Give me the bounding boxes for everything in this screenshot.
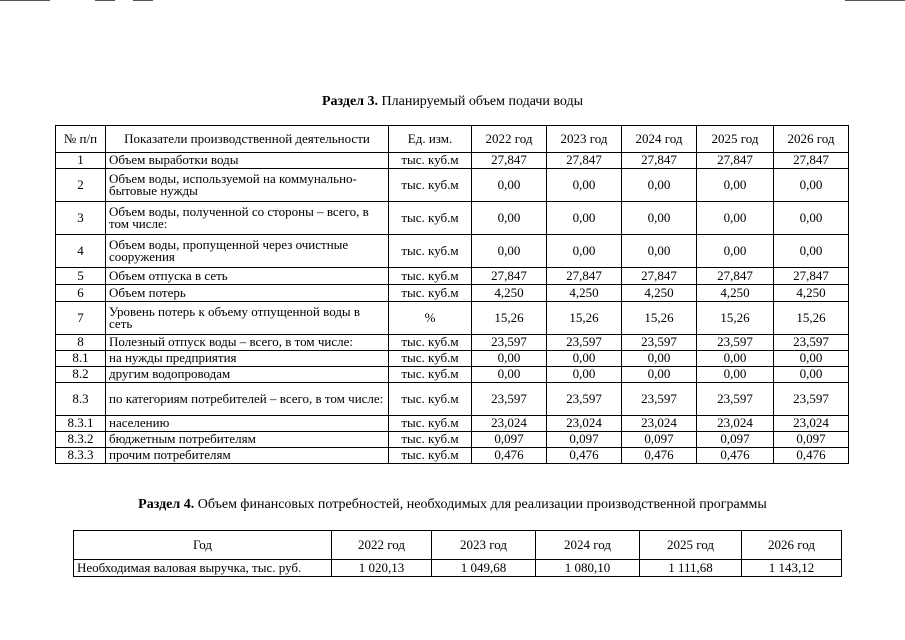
value-cell: 0,476 <box>547 448 622 464</box>
value-cell: 23,597 <box>622 383 697 416</box>
value-cell: 0,00 <box>622 351 697 367</box>
indicator-name: населению <box>106 416 389 432</box>
table-row <box>56 285 849 302</box>
unit-cell: тыс. куб.м <box>389 335 472 351</box>
table-row <box>56 335 849 351</box>
value-cell: 1 080,10 <box>536 560 640 577</box>
value-cell: 0,476 <box>622 448 697 464</box>
value-cell: 23,597 <box>774 383 849 416</box>
header-cell: Год <box>74 531 332 560</box>
row-number: 6 <box>56 285 106 302</box>
indicator-name: прочим потребителям <box>106 448 389 464</box>
value-cell: 15,26 <box>547 302 622 335</box>
value-cell: 23,024 <box>697 416 774 432</box>
value-cell: 0,476 <box>697 448 774 464</box>
value-cell: 0,00 <box>472 367 547 383</box>
value-cell: 0,00 <box>472 202 547 235</box>
value-cell: 0,00 <box>472 235 547 268</box>
unit-cell: тыс. куб.м <box>389 235 472 268</box>
unit-cell: тыс. куб.м <box>389 351 472 367</box>
value-cell: 4,250 <box>622 285 697 302</box>
header-cell: 2022 год <box>332 531 432 560</box>
row-number: 5 <box>56 268 106 285</box>
table-row <box>56 367 849 383</box>
indicator-name: на нужды предприятия <box>106 351 389 367</box>
table-header-row <box>56 126 849 153</box>
value-cell: 4,250 <box>547 285 622 302</box>
value-cell: 23,024 <box>547 416 622 432</box>
table-row <box>56 153 849 169</box>
value-cell: 27,847 <box>472 268 547 285</box>
page-edge-line <box>0 0 50 1</box>
unit-cell: тыс. куб.м <box>389 416 472 432</box>
value-cell: 0,097 <box>774 432 849 448</box>
value-cell: 23,597 <box>622 335 697 351</box>
value-cell: 1 143,12 <box>742 560 842 577</box>
value-cell: 23,597 <box>774 335 849 351</box>
value-cell: 23,024 <box>472 416 547 432</box>
value-cell: 0,00 <box>547 202 622 235</box>
indicator-name: Объем воды, используемой на коммунально-бытовые нужды <box>106 169 389 202</box>
financial-needs-table <box>73 530 842 577</box>
row-number: 2 <box>56 169 106 202</box>
table-row <box>56 351 849 367</box>
row-number: 3 <box>56 202 106 235</box>
value-cell: 27,847 <box>547 153 622 169</box>
value-cell: 23,597 <box>472 383 547 416</box>
value-cell: 0,00 <box>547 367 622 383</box>
value-cell: 23,024 <box>622 416 697 432</box>
row-number: 8.3.3 <box>56 448 106 464</box>
value-cell: 15,26 <box>697 302 774 335</box>
unit-cell: тыс. куб.м <box>389 169 472 202</box>
row-number: 4 <box>56 235 106 268</box>
unit-cell: тыс. куб.м <box>389 448 472 464</box>
value-cell: 0,097 <box>622 432 697 448</box>
header-cell: 2023 год <box>547 126 622 153</box>
page-edge-line <box>845 0 905 1</box>
value-cell: 4,250 <box>697 285 774 302</box>
value-cell: 1 020,13 <box>332 560 432 577</box>
value-cell: 0,00 <box>774 202 849 235</box>
value-cell: 0,00 <box>547 169 622 202</box>
value-cell: 27,847 <box>774 268 849 285</box>
value-cell: 15,26 <box>622 302 697 335</box>
value-cell: 0,097 <box>547 432 622 448</box>
value-cell: 0,00 <box>697 169 774 202</box>
value-cell: 27,847 <box>697 268 774 285</box>
indicator-name: Полезный отпуск воды – всего, в том числе: <box>106 335 389 351</box>
section4-title-bold: Раздел 4. <box>138 497 195 512</box>
value-cell: 0,00 <box>697 235 774 268</box>
indicator-name: по категориям потребителей – всего, в том числе: <box>106 383 389 416</box>
row-number: 7 <box>56 302 106 335</box>
indicator-name: Объем воды, пропущенной через очистные сооружения <box>106 235 389 268</box>
page-edge-line <box>95 0 115 1</box>
header-cell: 2022 год <box>472 126 547 153</box>
value-cell: 27,847 <box>622 268 697 285</box>
value-cell: 0,00 <box>697 367 774 383</box>
table-row <box>56 302 849 335</box>
section3-title <box>0 94 905 110</box>
value-cell: 0,00 <box>774 169 849 202</box>
value-cell: 27,847 <box>622 153 697 169</box>
indicator-name: Объем отпуска в сеть <box>106 268 389 285</box>
table-row <box>56 448 849 464</box>
value-cell: 27,847 <box>774 153 849 169</box>
table-row <box>56 416 849 432</box>
section3-title-bold: Раздел 3. <box>321 94 379 109</box>
table-header-row <box>74 531 842 560</box>
value-cell: 0,097 <box>472 432 547 448</box>
header-cell: № п/п <box>56 126 106 153</box>
value-cell: 27,847 <box>697 153 774 169</box>
section3-title-text: Планируемый объем подачи воды <box>378 94 584 109</box>
value-cell: 1 049,68 <box>432 560 536 577</box>
header-cell: 2024 год <box>536 531 640 560</box>
row-number: 8 <box>56 335 106 351</box>
row-number: 8.3.1 <box>56 416 106 432</box>
value-cell: 0,00 <box>622 367 697 383</box>
table-row <box>56 235 849 268</box>
value-cell: 23,597 <box>697 383 774 416</box>
header-cell: 2025 год <box>640 531 742 560</box>
value-cell: 23,024 <box>774 416 849 432</box>
row-number: 8.3.2 <box>56 432 106 448</box>
value-cell: 0,00 <box>774 235 849 268</box>
unit-cell: тыс. куб.м <box>389 202 472 235</box>
value-cell: 15,26 <box>472 302 547 335</box>
header-cell: Ед. изм. <box>389 126 472 153</box>
unit-cell: тыс. куб.м <box>389 268 472 285</box>
row-number: 8.1 <box>56 351 106 367</box>
value-cell: 23,597 <box>697 335 774 351</box>
unit-cell: тыс. куб.м <box>389 285 472 302</box>
table-row <box>56 169 849 202</box>
page-edge-line <box>133 0 153 1</box>
value-cell: 0,097 <box>697 432 774 448</box>
unit-cell: тыс. куб.м <box>389 367 472 383</box>
value-cell: 0,476 <box>774 448 849 464</box>
indicator-name: другим водопроводам <box>106 367 389 383</box>
indicator-name: Уровень потерь к объему отпущенной воды в сеть <box>106 302 389 335</box>
value-cell: 0,00 <box>547 235 622 268</box>
table-row <box>56 268 849 285</box>
table-row <box>74 560 842 577</box>
header-cell: 2026 год <box>774 126 849 153</box>
section4-title-text: Объем финансовых потребностей, необходимых для реализации производственной программы <box>194 497 767 512</box>
indicator-name: бюджетным потребителям <box>106 432 389 448</box>
value-cell: 0,00 <box>547 351 622 367</box>
unit-cell: тыс. куб.м <box>389 432 472 448</box>
value-cell: 0,00 <box>697 202 774 235</box>
indicator-name: Объем воды, полученной со стороны – всего, в том числе: <box>106 202 389 235</box>
value-cell: 1 111,68 <box>640 560 742 577</box>
value-cell: 0,00 <box>774 351 849 367</box>
header-cell: 2024 год <box>622 126 697 153</box>
value-cell: 0,00 <box>697 351 774 367</box>
value-cell: 23,597 <box>547 383 622 416</box>
unit-cell: % <box>389 302 472 335</box>
value-cell: 0,00 <box>472 169 547 202</box>
indicator-name: Объем потерь <box>106 285 389 302</box>
header-cell: 2023 год <box>432 531 536 560</box>
header-cell: 2026 год <box>742 531 842 560</box>
value-cell: 0,00 <box>472 351 547 367</box>
value-cell: 4,250 <box>774 285 849 302</box>
row-number: 8.2 <box>56 367 106 383</box>
section4-title <box>0 497 905 513</box>
table-row <box>56 383 849 416</box>
water-supply-table <box>55 125 849 464</box>
unit-cell: тыс. куб.м <box>389 383 472 416</box>
row-number: 8.3 <box>56 383 106 416</box>
value-cell: 0,00 <box>622 169 697 202</box>
header-cell: 2025 год <box>697 126 774 153</box>
unit-cell: тыс. куб.м <box>389 153 472 169</box>
indicator-name: Объем выработки воды <box>106 153 389 169</box>
row-label: Необходимая валовая выручка, тыс. руб. <box>74 560 332 577</box>
value-cell: 0,476 <box>472 448 547 464</box>
value-cell: 27,847 <box>547 268 622 285</box>
header-cell: Показатели производственной деятельности <box>106 126 389 153</box>
value-cell: 0,00 <box>622 235 697 268</box>
value-cell: 27,847 <box>472 153 547 169</box>
table-row <box>56 432 849 448</box>
table-row <box>56 202 849 235</box>
value-cell: 23,597 <box>547 335 622 351</box>
value-cell: 23,597 <box>472 335 547 351</box>
value-cell: 0,00 <box>774 367 849 383</box>
value-cell: 4,250 <box>472 285 547 302</box>
row-number: 1 <box>56 153 106 169</box>
value-cell: 0,00 <box>622 202 697 235</box>
value-cell: 15,26 <box>774 302 849 335</box>
